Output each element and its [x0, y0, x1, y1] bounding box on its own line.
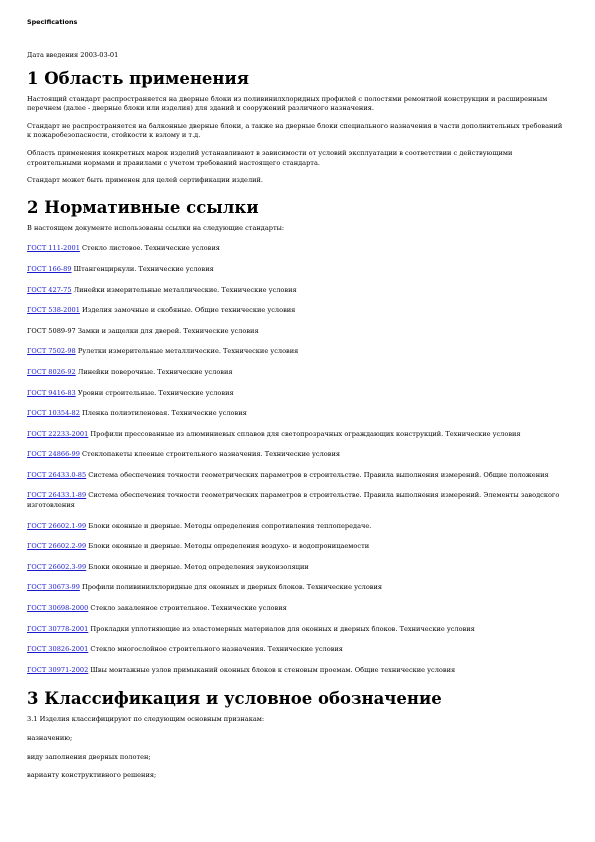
paragraph: Настоящий стандарт распространяется на дверные блоки из поливинилхлоридных профилей с полостями ремонтной конструкции и расширенным перечнем (далее - дверные блоки или изделия) для зданий и сооружений различного назначения. — [27, 94, 548, 113]
reference-item — [27, 430, 568, 440]
reference-title: Блоки оконные и дверные. Методы определения воздухо- и водопроницаемости — [86, 542, 370, 551]
reference-link[interactable]: ГОСТ 10354-82 — [27, 409, 80, 418]
reference-item — [27, 347, 568, 357]
reference-item — [27, 471, 568, 481]
reference-title: Штангенциркули. Технические условия — [71, 264, 214, 273]
section-2-title: 2 Нормативные ссылки — [27, 197, 259, 217]
references-intro: В настоящем документе использованы ссылки на следующие стандарты: — [27, 223, 285, 232]
reference-item — [27, 450, 568, 460]
reference-link[interactable]: ГОСТ 111-2001 — [27, 244, 80, 253]
reference-title: Замки и защелки для дверей. Технические условия — [75, 326, 259, 335]
reference-link[interactable]: ГОСТ 30698-2000 — [27, 604, 89, 613]
reference-item — [27, 286, 568, 296]
reference-link[interactable]: ГОСТ 26602.3-99 — [27, 562, 87, 571]
date-line: Дата введения 2003-03-01 — [27, 51, 119, 59]
reference-item — [27, 522, 568, 532]
reference-item — [27, 244, 568, 254]
reference-item — [27, 666, 568, 676]
reference-title: Стекло закаленное строительное. Технические условия — [88, 604, 287, 613]
paragraph: назначению; — [27, 734, 73, 742]
reference-link[interactable]: ГОСТ 538-2001 — [27, 306, 80, 315]
reference-title: Профили прессованные из алюминиевых сплавов для светопрозрачных ограждающих конструкций. Технические условия — [88, 429, 521, 438]
paragraph: варианту конструктивного решения; — [27, 771, 157, 780]
reference-item — [27, 491, 568, 510]
reference-link[interactable]: ГОСТ 30971-2002 — [27, 665, 89, 674]
header-label: Specifications — [27, 18, 78, 26]
section-3-title: 3 Классификация и условное обозначение — [27, 689, 442, 709]
reference-link[interactable]: ГОСТ 9416-83 — [27, 388, 76, 397]
paragraph: 3.1 Изделия классифицируют по следующим основным признакам: — [27, 715, 265, 724]
reference-link[interactable]: ГОСТ 26433.0-85 — [27, 470, 87, 479]
reference-title: Пленка полиэтиленовая. Технические условия — [79, 409, 247, 418]
section-3-body — [27, 715, 568, 780]
reference-item — [27, 604, 568, 614]
reference-item — [27, 265, 568, 275]
paragraph: виду заполнения дверных полотен; — [27, 752, 151, 761]
reference-title: Система обеспечения точности геометрических параметров в строительстве. Правила выполнения измерений. Общие положения — [86, 470, 549, 479]
reference-item — [27, 389, 568, 399]
reference-link[interactable]: ГОСТ 26433.1-89 — [27, 491, 87, 500]
reference-link[interactable]: ГОСТ 26602.2-99 — [27, 542, 87, 551]
reference-link[interactable]: ГОСТ 30673-99 — [27, 583, 80, 592]
reference-link[interactable]: ГОСТ 22233-2001 — [27, 429, 89, 438]
reference-title: Швы монтажные узлов примыканий оконных блоков к стеновым проемам. Общие технические условия — [88, 665, 456, 674]
paragraph: Стандарт не распространяется на балконные дверные блоки, а также на дверные блоки специального назначения в части дополнительных требований к пожаробезопасности, стойкости к взлому и т.д. — [27, 121, 563, 140]
reference-link[interactable]: ГОСТ 30826-2001 — [27, 645, 89, 654]
reference-link[interactable]: ГОСТ 24866-99 — [27, 450, 80, 459]
reference-title: Стекло многослойное строительного назначения. Технические условия — [88, 645, 343, 654]
reference-code: ГОСТ 5089-97 — [27, 326, 76, 335]
reference-title: Прокладки уплотняющие из эластомерных материалов для оконных и дверных блоков. Технические условия — [88, 624, 475, 633]
reference-title: Рулетки измерительные металлические. Технические условия — [75, 347, 299, 356]
reference-link[interactable]: ГОСТ 7502-98 — [27, 347, 76, 356]
reference-item — [27, 583, 568, 593]
reference-item — [27, 645, 568, 655]
reference-item — [27, 542, 568, 552]
reference-link[interactable]: ГОСТ 30778-2001 — [27, 624, 89, 633]
reference-title: Линейки измерительные металлические. Технические условия — [71, 285, 297, 294]
reference-item — [27, 563, 568, 573]
reference-item — [27, 327, 568, 337]
reference-title: Система обеспечения точности геометрических параметров в строительстве. Правила выполнения измерений. Элементы заводского изготовления — [27, 491, 560, 510]
reference-title: Профили поливинилхлоридные для оконных и дверных блоков. Технические условия — [79, 583, 383, 592]
section-1-title: 1 Область применения — [27, 68, 249, 88]
reference-title: Изделия замочные и скобяные. Общие технические условия — [79, 306, 296, 315]
reference-link[interactable]: ГОСТ 166-89 — [27, 264, 72, 273]
reference-item — [27, 368, 568, 378]
reference-title: Блоки оконные и дверные. Методы определения сопротивления теплопередаче. — [86, 521, 372, 530]
reference-item — [27, 625, 568, 635]
reference-title: Уровни строительные. Технические условия — [75, 388, 234, 397]
reference-title: Линейки поверочные. Технические условия — [75, 367, 233, 376]
reference-link[interactable]: ГОСТ 427-75 — [27, 285, 72, 294]
reference-item — [27, 409, 568, 419]
reference-title: Стеклопакеты клееные строительного назначения. Технические условия — [79, 450, 341, 459]
paragraph: Стандарт может быть применен для целей сертификации изделий. — [27, 176, 264, 185]
reference-title: Блоки оконные и дверные. Метод определения звукоизоляции — [86, 562, 309, 571]
paragraph: Область применения конкретных марок изделий устанавливают в зависимости от условий эксплуатации в соответствии с действующими строительными нормами и правилами с учетом требований настоящего стандарта. — [27, 148, 513, 167]
reference-link[interactable]: ГОСТ 26602.1-99 — [27, 521, 87, 530]
reference-link[interactable]: ГОСТ 8026-92 — [27, 367, 76, 376]
section-1-body — [27, 95, 568, 186]
references-list — [27, 244, 568, 675]
reference-item — [27, 306, 568, 316]
reference-title: Стекло листовое. Технические условия — [79, 244, 220, 253]
